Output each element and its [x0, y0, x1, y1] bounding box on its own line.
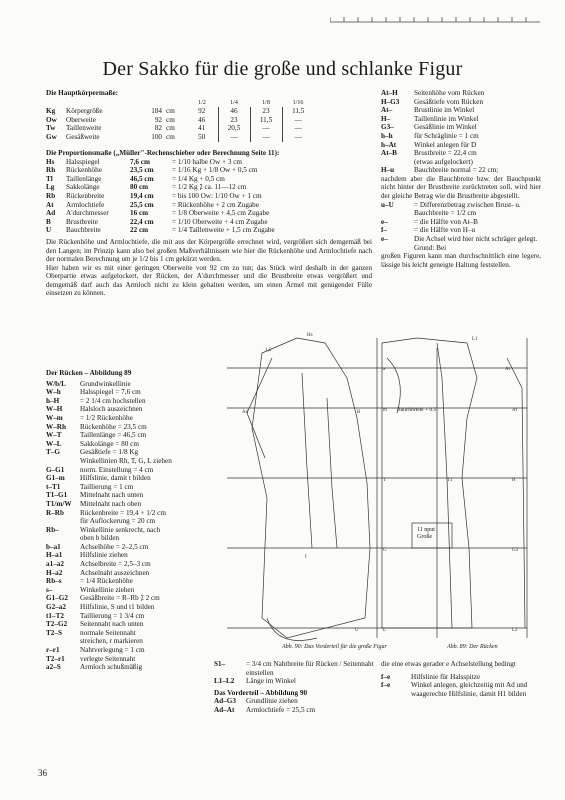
instruction-row: [46, 629, 172, 638]
instruction-code: t–T1: [46, 482, 61, 491]
instruction-row: [46, 543, 172, 552]
instruction-row: [46, 457, 172, 466]
proportion-row: B Brustbreite 22,4 cm = 1/10 Oberweite + 4 cm Zugabe: [46, 217, 268, 226]
instruction-row: H–u Bauchbreite normal = 22 cm;: [381, 166, 499, 175]
instruction-code: G–G1: [46, 465, 65, 474]
back-table: [46, 380, 172, 672]
instruction-text: Nahtverlegung = 1 cm: [80, 646, 145, 654]
instruction-text: für Auflockerung = 20 cm: [80, 517, 156, 526]
instruction-code: [46, 457, 80, 466]
instruction-row: G3– Gesäßlinie im Winkel: [381, 123, 477, 132]
svg-text:T: T: [383, 478, 387, 483]
instruction-code: b–a1: [46, 542, 61, 551]
proportions-heading: Die Proportionsmaße („Müller"-Rechenschieber oder Berechnung Seite 11):: [46, 149, 280, 157]
right-mid-table: [381, 201, 541, 253]
instruction-code: a2–S: [46, 663, 61, 672]
instruction-code: W–L: [46, 439, 62, 448]
bottom-right: [381, 660, 541, 698]
instruction-row: [46, 655, 172, 664]
instruction-code: r–r1: [46, 646, 60, 654]
instruction-text: Mittelnaht nach unten: [80, 491, 144, 500]
bottom-right-paragraph: die eine etwas gerader e Achselstellung bedingt: [381, 660, 516, 668]
instruction-row: L1–L2 Länge im Winkel: [214, 677, 296, 686]
right-top-table: [381, 89, 498, 175]
back-instructions: [46, 369, 206, 672]
instruction-row: H–G3 Gesäßtiefe vom Rücken: [381, 97, 484, 106]
instruction-row: (etwas aufgelockert): [414, 157, 473, 166]
instruction-row: [46, 612, 172, 621]
instruction-row: [46, 491, 172, 500]
right-paragraph: großen Figuren kann man durchschnittlich eine legere, lässige bis leicht geneigte Haltung feststellen.: [381, 252, 541, 269]
instruction-text: verlegte Seitennaht: [80, 654, 136, 663]
bottom-right-table: [381, 673, 541, 699]
instruction-row: [46, 423, 172, 432]
svg-text:G2: G2: [512, 548, 519, 553]
instruction-row: [46, 594, 172, 603]
measure-row: Kg Körpergröße 184 cm 92 46 23 11,5: [46, 107, 305, 116]
instruction-text: Gesäßbreite = R–Rb ⁒ 2 cm: [80, 594, 160, 603]
instruction-row: At–H Seitenhöhe vom Rücken: [381, 89, 485, 97]
proportion-row: Lg Sakkolänge 80 cm = 1/2 Kg ⁒ ca. 11—12 cm: [46, 183, 247, 192]
intro-text: [46, 238, 372, 298]
instruction-code: Rb–s: [46, 577, 62, 586]
fraction-header: 1/16: [292, 99, 304, 106]
instruction-row: e– = die Hälfte von At–B: [381, 217, 478, 226]
instruction-row: [46, 603, 172, 612]
proportion-row: Hs Halsspiegel 7,6 cm = 1/10 halbe Ow + 3 cm: [46, 157, 242, 166]
instruction-code: s–: [46, 585, 53, 594]
instruction-row: u–U = Differenzbetrag zwischen Brust- u. Bauchbreite = 1/2 cm: [381, 200, 521, 218]
measure-row: Gw Gesäßweite 100 cm 50 — — —: [46, 132, 302, 141]
instruction-code: W–Rh: [46, 422, 66, 431]
instruction-code: T–G: [46, 448, 60, 457]
svg-text:a: a: [383, 367, 386, 372]
instruction-code: R–Rb: [46, 508, 64, 517]
fraction-header: 1/8: [262, 99, 270, 106]
instruction-row: [46, 448, 172, 457]
instruction-row: f– = die Hälfte von H–u: [381, 226, 476, 235]
instruction-row: [46, 440, 172, 449]
instruction-code: W/b/L: [46, 379, 66, 388]
instruction-text: Hilfslinie, S und t1 bilden: [80, 603, 155, 612]
instruction-row: [46, 509, 172, 518]
instruction-text: Achselbreite = 2,5–3 cm: [80, 560, 151, 569]
instruction-code: H–a2: [46, 568, 63, 577]
instruction-code: G2–a2: [46, 603, 66, 612]
front-table: [214, 697, 315, 714]
instruction-row: H– Taillenlinie im Winkel: [381, 114, 479, 123]
svg-text:Ad: Ad: [242, 410, 249, 415]
proportions: [46, 149, 371, 235]
instruction-row: [46, 534, 172, 543]
instruction-text: oben b bilden: [80, 534, 120, 543]
instruction-row: At–B Brustbreite = 22,4 cm: [381, 149, 477, 158]
instruction-code: T2–r1: [46, 654, 65, 663]
measure-row: Tw Taillenweite 82 cm 41 20,5 — —: [46, 124, 302, 133]
instruction-code: T1/m/W: [46, 499, 72, 508]
instruction-code: G1–m: [46, 474, 65, 483]
instruction-code: [46, 517, 80, 526]
instruction-code: h–H: [46, 396, 60, 405]
instruction-text: Achselhöhe = 2–2,5 cm: [80, 542, 149, 551]
svg-text:1,5: 1,5: [265, 348, 272, 353]
instruction-row: Ad–G3 Grundlinie ziehen: [214, 697, 298, 706]
page-title: Der Sakko für die große und schlanke Figur: [102, 58, 463, 80]
instruction-text: streichen, r markieren: [80, 637, 143, 646]
instruction-row: h–At Winkel anlegen für D: [381, 140, 477, 149]
proportion-row: At Armlochtiefe 25,5 cm = Rückenhöhe + 2 cm Zugabe: [46, 200, 259, 209]
instruction-row: [46, 431, 172, 440]
instruction-text: Armloch schußmäßig: [80, 663, 143, 672]
instruction-text: Winkellinie senkrecht, nach: [80, 525, 161, 534]
bottom-middle: [214, 660, 374, 715]
instruction-code: T1–G1: [46, 491, 68, 500]
instruction-row: [46, 526, 172, 535]
instruction-row: [46, 466, 172, 475]
instruction-text: normale Seitennaht: [80, 628, 136, 637]
pattern-diagram: [207, 318, 541, 658]
intro-paragraph: Hier haben wir es mit einer geringen Oberweite von 92 cm zu tun; das Stück wird deshalb in der ganzen Oberpartie etwas aufgelockert, der Rücken, der A'durchmesser und die Brustbreite etwas vergrößert und demgemäß darf auch das Armloch nicht zu klein gehalten werden, um einen Ärmel mit genügender Fülle einsetzen zu können.: [46, 263, 372, 298]
instruction-row: [46, 380, 172, 389]
instruction-code: [46, 534, 80, 543]
svg-text:L2: L2: [512, 628, 518, 633]
svg-text:L1: L1: [472, 337, 478, 342]
instruction-code: [46, 637, 80, 646]
instruction-row: [46, 560, 172, 569]
instruction-text: Sakkolänge = 80 cm: [80, 439, 139, 448]
instruction-row: [46, 551, 172, 560]
instruction-code: W–H: [46, 405, 63, 414]
instruction-row: [46, 577, 172, 586]
intro-paragraph: Die Rückenhöhe und Armlochtiefe, die mit aus der Körpergröße errechnet wird, vergrößert sich demgemäß bei den Langen; im Prinzip kann also bei großen Maßverhältnissen wie hier die Rückenhöhe und Armlochtiefe nach der normalen Berechnung um je 1/2 bis 1 cm gekürzt werden.: [46, 238, 372, 264]
back-heading: Der Rücken – Abbildung 89: [46, 369, 132, 377]
proportion-row: Tl Taillenlänge 46,5 cm = 1/4 Kg + 0,5 cm: [46, 174, 225, 183]
instruction-text: Taillierung = 1 cm: [80, 482, 134, 491]
instruction-row: [46, 414, 172, 423]
instruction-row: [46, 517, 172, 526]
fraction-header: 1/2: [198, 99, 206, 106]
instruction-row: [46, 397, 172, 406]
instruction-row: [46, 474, 172, 483]
proportion-row: Rh Rückenhöhe 23,5 cm = 1/16 Kg + 1/8 Ow + 0,5 cm: [46, 166, 258, 175]
svg-text:H: H: [512, 478, 516, 483]
svg-text:T1: T1: [447, 478, 453, 483]
instruction-text: Winkellinien Rh, T, G, L ziehen: [80, 456, 172, 465]
svg-text:B: B: [357, 410, 361, 415]
diagram-bauch-label: Bauchbreite + 0.5: [397, 407, 437, 413]
instruction-row: Ad–At Armlochtiefe = 25,5 cm: [214, 705, 316, 714]
instruction-text: Achselnaht auszeichnen: [80, 568, 150, 577]
instruction-row: h–h für Schräglinie = 1 cm: [381, 131, 479, 140]
svg-text:At: At: [512, 408, 517, 413]
proportion-row: U Bauchbreite 22 cm = 1/4 Taillenweite + 1,5 cm Zugabe: [46, 226, 275, 235]
instruction-row: [46, 586, 172, 595]
instruction-text: Taillierung = 1 3/4 cm: [80, 611, 145, 620]
caption-back: Abb. 89: Der Rücken: [447, 644, 498, 650]
instruction-row: f–e Hilfslinie für Halsspitze: [381, 672, 481, 681]
right-column: [381, 89, 541, 269]
instruction-text: Seitennaht nach unten: [80, 620, 144, 629]
svg-text:f: f: [305, 555, 307, 560]
instruction-row: e– Die Achsel wird hier nicht schräger gelegt. Grund: Bei: [381, 234, 538, 252]
svg-text:G: G: [383, 548, 387, 553]
instruction-code: T2–G2: [46, 620, 68, 629]
svg-text:Hs: Hs: [307, 333, 313, 338]
instruction-text: Taillenlänge = 46,5 cm: [80, 431, 147, 440]
bottom-mid-table: [214, 660, 374, 686]
instruction-row: [46, 569, 172, 578]
proportion-row: Rb Rückenbreite 19,4 cm = bis 100 Ow: 1/10 Ow + 1 cm: [46, 191, 262, 200]
page-number: 36: [38, 768, 47, 778]
instruction-code: H–a1: [46, 551, 63, 560]
instruction-row: [46, 620, 172, 629]
instruction-code: T2–S: [46, 628, 62, 637]
ruler-ticks: [330, 8, 540, 14]
instruction-text: Winkellinie ziehen: [80, 585, 135, 594]
instruction-row: [46, 646, 172, 655]
right-paragraph: nachdem aber die Bauchbreite bzw. der Bauchpunkt nicht hinter der Brustbreite zurücktreten soll, wird hier der gleiche Betrag wie die Brustbreite abgestellt.: [381, 174, 541, 201]
proportion-row: Ad A'durchmesser 16 cm = 1/8 Oberweite + 4,5 cm Zugabe: [46, 209, 270, 218]
diagram-box-label: 11 nput Große: [417, 527, 435, 540]
instruction-code: Rb–: [46, 525, 59, 534]
instruction-text: norm. Einstellung = 4 cm: [80, 465, 154, 474]
instruction-text: Mittelnaht nach oben: [80, 499, 142, 508]
instruction-text: Hilfslinie, damit t bilden: [80, 474, 151, 483]
instruction-row: f–e Winkel anlegen, gleichzeitig mit Ad und waagerechte Hilfslinie, damit H1 bilden: [381, 681, 528, 698]
front-heading: Das Vorderteil – Abbildung 90: [214, 688, 308, 697]
instruction-text: Halsloch auszeichnen: [80, 405, 143, 414]
instruction-text: Rückenbreite = 19,4 + 1/2 cm: [80, 508, 166, 517]
svg-text:At: At: [505, 367, 510, 372]
svg-text:m: m: [383, 408, 387, 413]
main-measures-table: [46, 99, 314, 142]
instruction-code: a1–a2: [46, 560, 64, 569]
instruction-text: = 1/4 Rückenhöhe: [80, 577, 133, 586]
instruction-text: = 2 1/4 cm hochstellen: [80, 396, 146, 405]
instruction-row: [46, 405, 172, 414]
instruction-code: W–T: [46, 431, 62, 440]
instruction-text: = 1/2 Rückenhöhe: [80, 413, 133, 422]
instruction-text: Gesäßtiefe = 1/8 Kg: [80, 448, 139, 457]
instruction-text: Rückenhöhe = 23,5 cm: [80, 422, 147, 431]
proportions-table: [46, 158, 275, 235]
main-measures: [46, 89, 366, 142]
instruction-code: W–h: [46, 388, 61, 397]
instruction-text: Halsspiegel = 7,6 cm: [80, 388, 141, 397]
svg-text:U: U: [355, 628, 359, 633]
instruction-code: t1–T2: [46, 611, 64, 620]
instruction-row: [46, 500, 172, 509]
instruction-code: W–m: [46, 413, 63, 422]
main-measures-heading: Die Hauptkörpermaße:: [46, 89, 119, 97]
instruction-row: At– Brustlinie im Winkel: [381, 106, 475, 115]
svg-text:L: L: [383, 628, 387, 633]
instruction-text: Grundwinkellinie: [80, 379, 131, 388]
instruction-row: [46, 483, 172, 492]
caption-front: Abb. 90: Das Vorderteil für die große Figur: [282, 644, 387, 650]
instruction-row: [46, 663, 172, 672]
measure-row: Ow Oberweite 92 cm 46 23 11,5 —: [46, 115, 302, 124]
fraction-header: 1/4: [230, 99, 238, 106]
instruction-row: S1– = 3/4 cm Nahtbreite für Rücken / Seitennaht einstellen: [214, 660, 374, 677]
instruction-row: [46, 388, 172, 397]
instruction-row: [46, 637, 172, 646]
pattern-drawing: [207, 318, 541, 658]
instruction-code: G1–G2: [46, 594, 68, 603]
instruction-text: Hilfslinie ziehen: [80, 551, 128, 560]
